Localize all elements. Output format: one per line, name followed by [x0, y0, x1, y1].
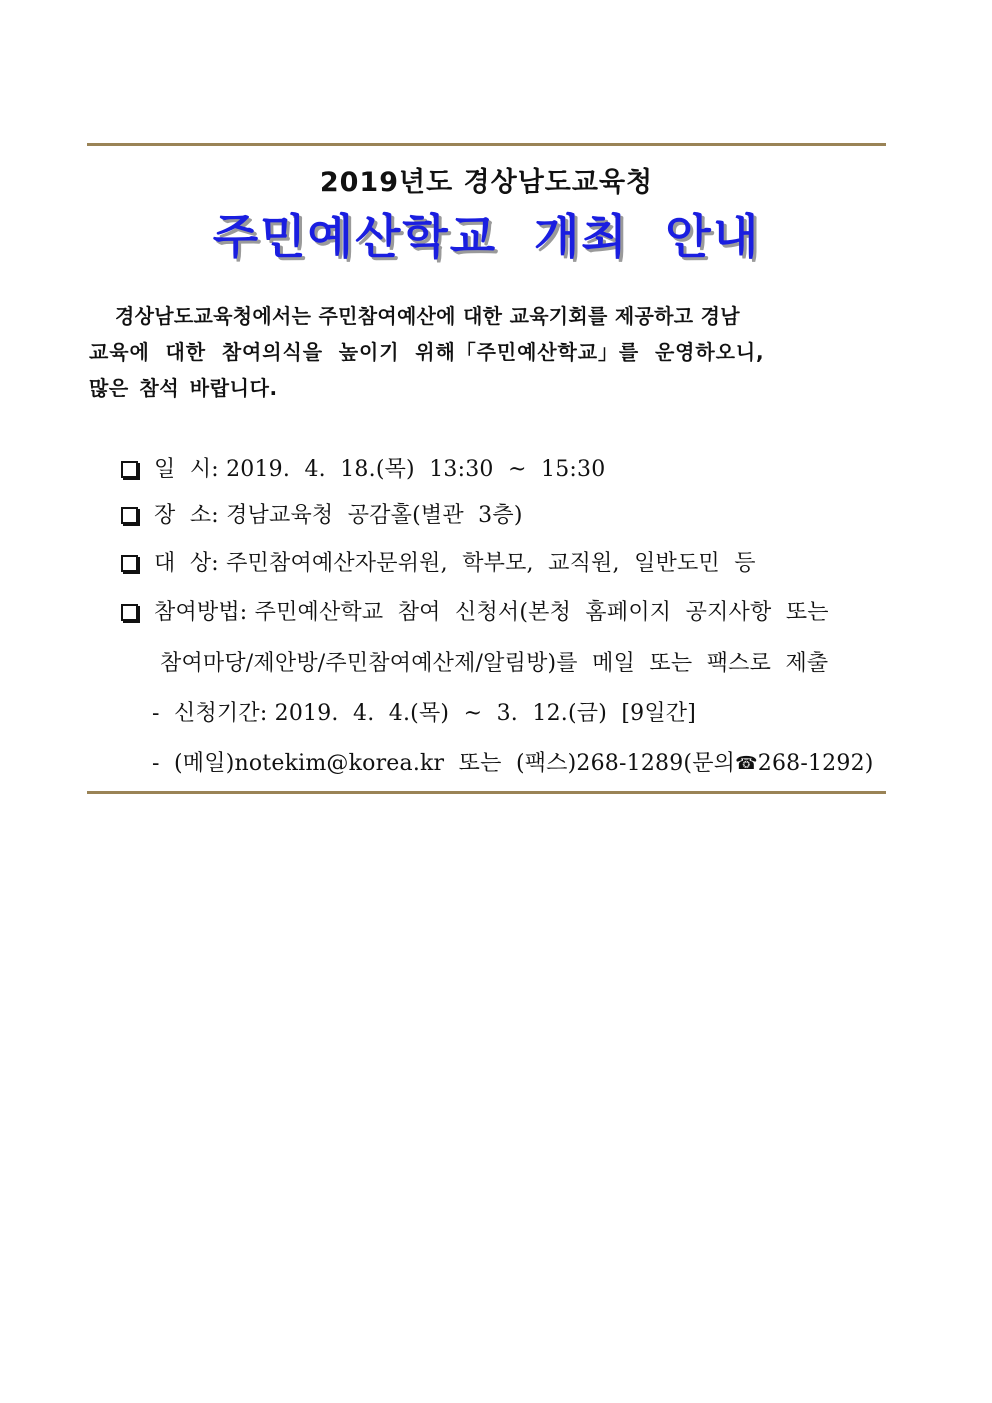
detail-method-text: 참여방법: 주민예산학교 참여 신청서(본청 홈페이지 공지사항 또는	[154, 600, 829, 625]
intro-paragraph	[89, 298, 869, 406]
detail-target-text: 대 상: 주민참여예산자문위원, 학부모, 교직원, 일반도민 등	[154, 551, 756, 576]
top-divider	[87, 143, 886, 146]
contact-suffix: 268-1292)	[757, 751, 874, 776]
detail-method-continued: 참여마당/제안방/주민참여예산제/알림방)를 메일 또는 팩스로 제출	[160, 651, 829, 676]
phone-icon: ☎	[735, 753, 758, 774]
contact-prefix: - (메일)notekim@korea.kr 또는 (팩스)268-1289(문의	[152, 751, 736, 776]
intro-line-1: 경상남도교육청에서는 주민참여예산에 대한 교육기회를 제공하고 경남	[115, 304, 740, 328]
checkbox-bullet-icon	[121, 604, 138, 621]
checkbox-bullet-icon	[121, 461, 138, 478]
checkbox-bullet-icon	[121, 555, 138, 572]
intro-line-3: 많은 참석 바랍니다.	[89, 376, 278, 400]
detail-datetime-text: 일 시: 2019. 4. 18.(목) 13:30 ~ 15:30	[154, 457, 606, 482]
contact-info	[152, 746, 874, 777]
document-title: 주민예산학교 개최 안내	[212, 210, 761, 265]
application-period: - 신청기간: 2019. 4. 4.(목) ~ 3. 12.(금) [9일간]	[152, 701, 697, 726]
checkbox-bullet-icon	[121, 507, 138, 524]
intro-line-2: 교육에 대한 참여의식을 높이기 위해「주민예산학교」를 운영하오니,	[89, 340, 765, 364]
document-subtitle: 2019년도 경상남도교육청	[319, 167, 654, 198]
bottom-divider	[87, 791, 886, 794]
detail-place-text: 장 소: 경남교육청 공감홀(별관 3층)	[154, 503, 523, 528]
